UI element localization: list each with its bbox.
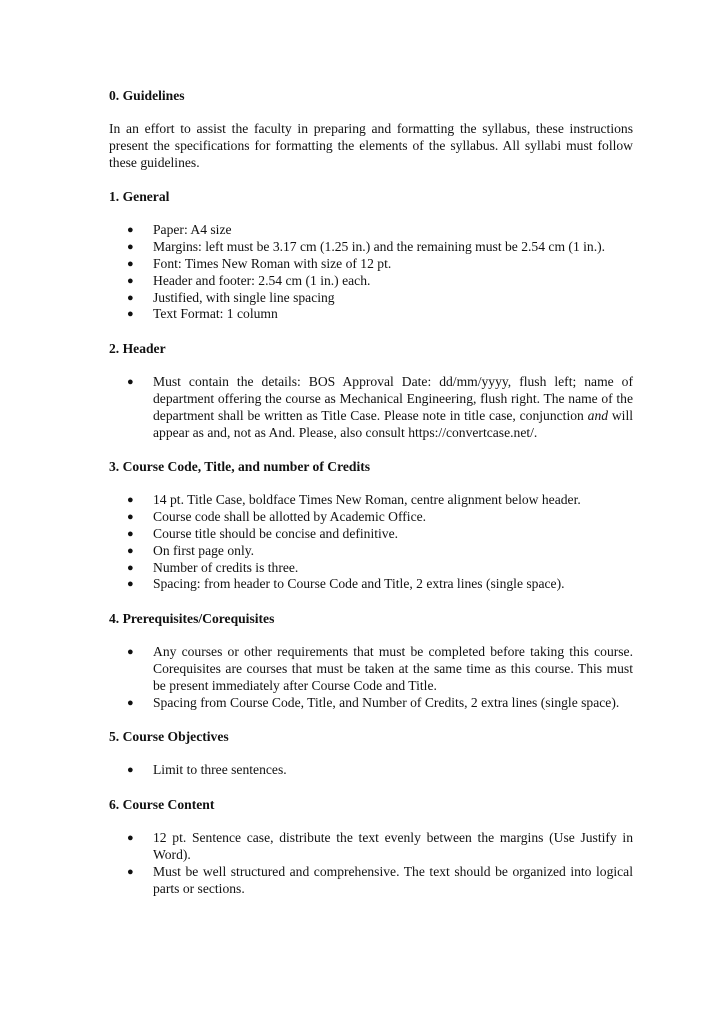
bullet-icon: ● — [127, 764, 134, 777]
list-item: ● Margins: left must be 3.17 cm (1.25 in.) and the remaining must be 2.54 cm (1 in.). — [127, 239, 606, 255]
bullet-icon: ● — [127, 561, 134, 574]
bullet-icon: ● — [127, 511, 134, 524]
list-item: ● Spacing from Course Code, Title, and Number of Credits, 2 extra lines (single space). — [127, 694, 620, 710]
list-item: ● Font: Times New Roman with size of 12 pt. — [127, 255, 392, 271]
section-general — [109, 188, 633, 340]
bullet-icon: ● — [127, 291, 134, 304]
section-course-code — [109, 458, 633, 610]
section-heading: 4. Prerequisites/Corequisites — [109, 611, 275, 627]
bullet-list — [109, 762, 633, 779]
section-heading: 1. General — [109, 189, 170, 205]
bullet-icon: ● — [127, 527, 134, 540]
list-item: ● 14 pt. Title Case, boldface Times New Roman, centre alignment below header. — [127, 492, 581, 508]
bullet-icon: ● — [127, 308, 134, 321]
section-heading: 5. Course Objectives — [109, 729, 229, 745]
section-heading: 3. Course Code, Title, and number of Credits — [109, 459, 371, 475]
list-item: ● On first page only. — [127, 542, 255, 558]
bullet-icon: ● — [127, 224, 134, 237]
bullet-icon: ● — [127, 646, 134, 659]
list-item: ● Number of credits is three. — [127, 559, 299, 575]
bullet-list — [109, 374, 633, 441]
section-header — [109, 340, 633, 458]
section-course-content — [109, 796, 633, 897]
bullet-icon: ● — [127, 696, 134, 709]
bullet-icon: ● — [127, 544, 134, 557]
list-item: ● Any courses or other requirements that must be completed before taking this course. Corequisites are courses that must be taken at the same time as this course. This must be present immediately after Course Code and Title. — [127, 644, 633, 693]
bullet-icon: ● — [127, 865, 134, 878]
list-item: ● Must contain the details: BOS Approval Date: dd/mm/yyyy, flush left; name of department offering the course as Mechanical Engineering, flush right. The name of the department shall be written as Title Case. Please note in title case, conjunction and will appear as and, not as And. Please, also consult https://convertcase.net/. — [127, 374, 633, 440]
bullet-icon: ● — [127, 832, 134, 845]
bullet-icon: ● — [127, 274, 134, 287]
list-item: ● Justified, with single line spacing — [127, 289, 335, 305]
bullet-list — [109, 222, 633, 323]
bullet-icon: ● — [127, 241, 134, 254]
document-body — [109, 87, 633, 897]
list-item: ● Course title should be concise and definitive. — [127, 525, 399, 541]
section-heading: 2. Header — [109, 341, 166, 357]
section-prerequisites — [109, 610, 633, 728]
bullet-list — [109, 492, 633, 593]
list-item: ● Paper: A4 size — [127, 222, 232, 238]
section-guidelines — [109, 87, 633, 188]
list-item: ● Must be well structured and comprehensive. The text should be organized into logical parts or sections. — [127, 863, 633, 896]
list-item: ● Text Format: 1 column — [127, 306, 278, 322]
list-item: ● Spacing: from header to Course Code and Title, 2 extra lines (single space). — [127, 576, 565, 592]
italic-conjunction: and — [587, 407, 609, 423]
list-item: ● 12 pt. Sentence case, distribute the text evenly between the margins (Use Justify in Word). — [127, 830, 633, 862]
section-heading: 6. Course Content — [109, 797, 215, 813]
section-heading: 0. Guidelines — [109, 88, 185, 103]
bullet-icon: ● — [127, 494, 134, 507]
list-item: ● Header and footer: 2.54 cm (1 in.) each. — [127, 272, 371, 288]
bullet-icon: ● — [127, 257, 134, 270]
bullet-list — [109, 644, 633, 711]
bullet-icon: ● — [127, 376, 134, 389]
bullet-icon: ● — [127, 578, 134, 591]
list-item: ● Course code shall be allotted by Academic Office. — [127, 509, 427, 525]
guidelines-paragraph: In an effort to assist the faculty in preparing and formatting the syllabus, these instructions present the specifications for formatting the elements of the syllabus. All syllabi must follow these guidelines. — [109, 121, 633, 170]
section-course-objectives — [109, 728, 633, 796]
list-item: ● Limit to three sentences. — [127, 762, 287, 778]
bullet-list — [109, 830, 633, 897]
